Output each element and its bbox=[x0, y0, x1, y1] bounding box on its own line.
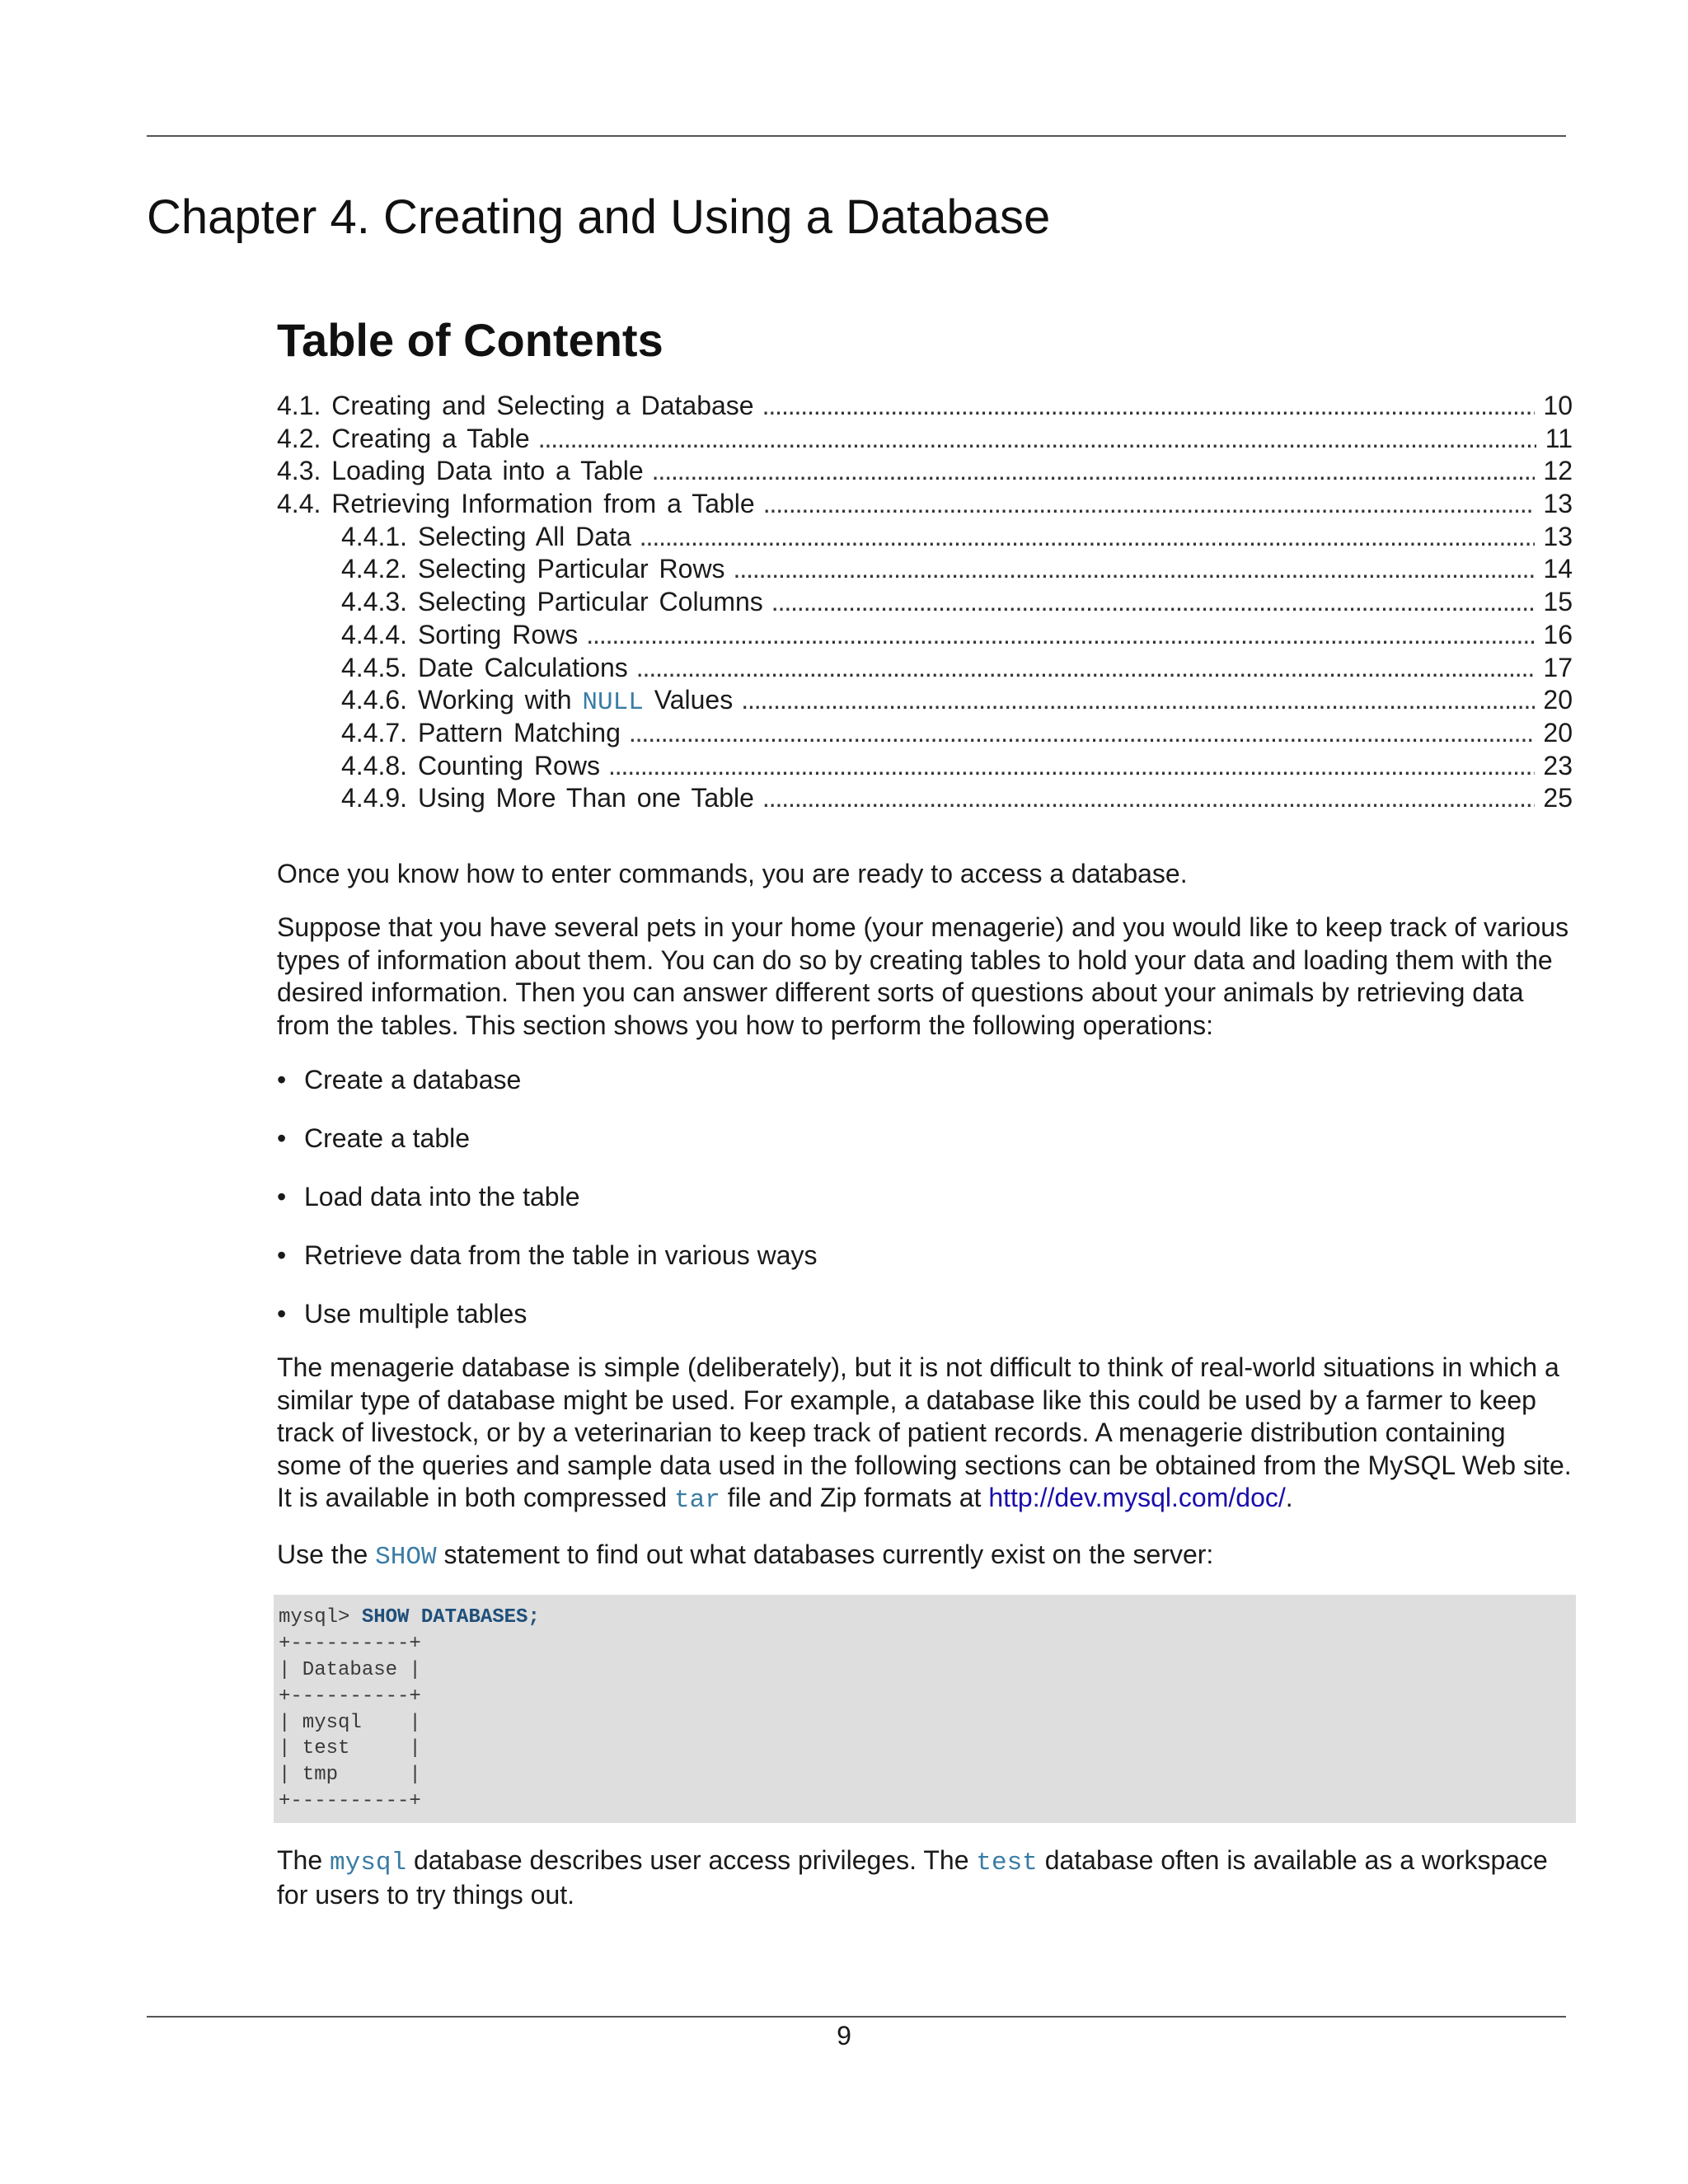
bullet-icon: • bbox=[277, 1065, 287, 1095]
menagerie-database-paragraph: The menagerie database is simple (deliberately), but it is not difficult to think of real-world situations in which a similar type of database might be used. For example, a database like this could be used by a farmer to keep track of livestock, or by a veterinarian to keep track of patient records. A menagerie distribution containing some of the queries and sample data used in the following sections can be obtained from the MySQL Web site. It is available in both compressed tar file and Zip formats at http://dev.mysql.com/doc/. bbox=[277, 1352, 1572, 1516]
bullet-icon: • bbox=[277, 1182, 287, 1212]
toc-entry-4-1[interactable]: 4.1. Creating and Selecting a Database . . . 10 bbox=[277, 390, 1573, 423]
toc-leader bbox=[538, 423, 1536, 456]
toc-entry-4-4-6[interactable]: 4.4.6. Working with NULL Values . . . 20 bbox=[277, 684, 1573, 717]
toc-entry-4-4-9[interactable]: 4.4.9. Using More Than one Table . . . 25 bbox=[277, 782, 1573, 815]
toc-leader bbox=[734, 553, 1536, 586]
bullet-icon: • bbox=[277, 1240, 287, 1271]
toc-page-number: 14 bbox=[1543, 554, 1573, 584]
list-item: • Load data into the table bbox=[277, 1182, 580, 1212]
toc-entry-4-4-2[interactable]: 4.4.2. Selecting Particular Rows . . . 14 bbox=[277, 553, 1573, 586]
toc-leader bbox=[629, 717, 1536, 750]
toc-page-number: 17 bbox=[1543, 652, 1573, 682]
page-number: 9 bbox=[837, 2021, 851, 2050]
toc-leader bbox=[762, 782, 1536, 815]
toc-entry-4-4-8[interactable]: 4.4.8. Counting Rows . . . 23 bbox=[277, 750, 1573, 783]
bullet-icon: • bbox=[277, 1123, 287, 1154]
page-content bbox=[277, 313, 1573, 1912]
inline-code-show: SHOW bbox=[375, 1542, 437, 1572]
intro-paragraph: Once you know how to enter commands, you are ready to access a database. bbox=[277, 858, 1188, 888]
toc-entry-4-4-7[interactable]: 4.4.7. Pattern Matching . . . 20 bbox=[277, 717, 1573, 750]
inline-code-test: test bbox=[976, 1848, 1038, 1877]
toc-title: Table of Contents bbox=[277, 314, 663, 366]
inline-code-null: NULL bbox=[582, 688, 644, 717]
toc-page-number: 20 bbox=[1543, 685, 1573, 715]
toc-page-number: 16 bbox=[1543, 619, 1573, 649]
list-item: • Create a database bbox=[277, 1065, 522, 1095]
show-statement-paragraph: Use the SHOW statement to find out what databases currently exist on the server: bbox=[277, 1539, 1214, 1572]
toc-page-number: 11 bbox=[1545, 423, 1573, 453]
menagerie-intro-paragraph: Suppose that you have several pets in your home (your menagerie) and you would like to keep track of various types of information about them. You can do so by creating tables to hold your data and loading them with the desired information. Then you can answer different sorts of questions about your animals by retrieving data from the tables. This section shows you how to perform the following operations: bbox=[277, 912, 1569, 1040]
toc-leader bbox=[771, 586, 1536, 619]
toc-leader bbox=[741, 684, 1535, 717]
toc-entry-4-4-1[interactable]: 4.4.1. Selecting All Data . . . 13 bbox=[277, 521, 1573, 554]
toc-page-number: 10 bbox=[1543, 391, 1573, 420]
list-item: • Create a table bbox=[277, 1123, 471, 1154]
toc-leader bbox=[586, 619, 1535, 652]
code-command: SHOW DATABASES; bbox=[361, 1606, 540, 1629]
code-output: +----------+ | Database | +----------+ | mysql | | test | | tmp | +----------+ bbox=[279, 1633, 421, 1813]
code-prompt: mysql> bbox=[279, 1606, 362, 1629]
inline-code-tar: tar bbox=[674, 1486, 720, 1516]
toc-leader bbox=[763, 488, 1536, 521]
show-databases-code-block bbox=[274, 1595, 1576, 1822]
toc-leader bbox=[608, 750, 1535, 783]
table-of-contents bbox=[277, 390, 1573, 815]
toc-page-number: 23 bbox=[1543, 750, 1573, 780]
toc-entry-4-4-4[interactable]: 4.4.4. Sorting Rows . . . 16 bbox=[277, 619, 1573, 652]
toc-leader bbox=[762, 390, 1536, 423]
database-description-paragraph: The mysql database describes user access privileges. The test database often is available as a workspace for users to try things out. bbox=[277, 1844, 1548, 1910]
toc-page-number: 20 bbox=[1543, 717, 1573, 748]
list-item: • Use multiple tables bbox=[277, 1299, 528, 1329]
toc-entry-4-4[interactable]: 4.4. Retrieving Information from a Table . . . 13 bbox=[277, 488, 1573, 521]
operations-list bbox=[277, 1063, 1573, 1330]
toc-page-number: 12 bbox=[1543, 456, 1573, 486]
inline-code-mysql: mysql bbox=[330, 1848, 407, 1877]
toc-entry-4-4-5[interactable]: 4.4.5. Date Calculations . . . 17 bbox=[277, 652, 1573, 685]
toc-leader bbox=[652, 455, 1536, 488]
toc-leader bbox=[640, 521, 1536, 554]
toc-entry-4-4-3[interactable]: 4.4.3. Selecting Particular Columns . . . 15 bbox=[277, 586, 1573, 619]
toc-page-number: 13 bbox=[1543, 489, 1573, 519]
toc-entry-4-2[interactable]: 4.2. Creating a Table . . . 11 bbox=[277, 423, 1573, 456]
bullet-icon: • bbox=[277, 1299, 287, 1329]
chapter-title: Chapter 4. Creating and Using a Database bbox=[147, 190, 1051, 244]
toc-leader bbox=[636, 652, 1536, 685]
toc-page-number: 25 bbox=[1543, 783, 1573, 813]
toc-entry-4-3[interactable]: 4.3. Loading Data into a Table . . . 12 bbox=[277, 455, 1573, 488]
mysql-docs-link[interactable]: http://dev.mysql.com/doc/ bbox=[988, 1483, 1286, 1513]
toc-page-number: 13 bbox=[1543, 521, 1573, 551]
list-item: • Retrieve data from the table in various ways bbox=[277, 1240, 818, 1271]
header-rule bbox=[147, 135, 1566, 137]
toc-page-number: 15 bbox=[1543, 587, 1573, 617]
